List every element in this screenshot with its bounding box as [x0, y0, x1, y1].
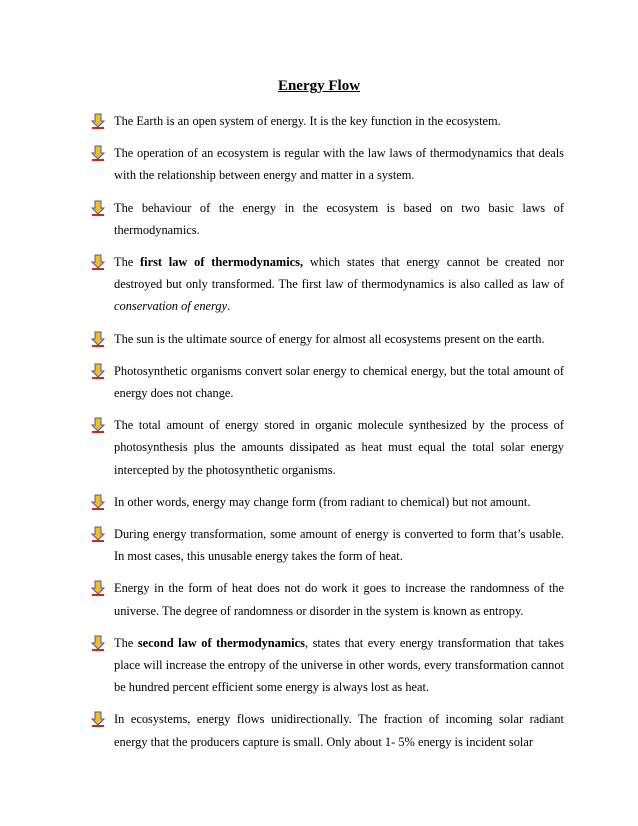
list-item [90, 708, 564, 752]
list-item [90, 110, 564, 132]
item-text: Energy in the form of heat does not do work it goes to increase the randomness of the universe. The degree of randomness or disorder in the system is known as entropy. [114, 581, 564, 618]
down-arrow-icon [90, 580, 106, 596]
down-arrow-icon [90, 363, 106, 379]
list-item [90, 577, 564, 621]
list-item [90, 632, 564, 699]
item-text-pre: The [114, 635, 138, 650]
item-text-post: , states that every energy transformation that takes place will increase the entropy of the universe in other words, every transformation cannot be hundred percent efficient some energy is always lost as heat. [114, 635, 564, 695]
item-text-pre: The [114, 255, 141, 270]
item-text: The total amount of energy stored in organic molecule synthesized by the process of photosynthesis plus the amounts dissipated as heat must equal the total solar energy intercepted by the photosynthetic organisms. [114, 418, 564, 477]
item-text: The sun is the ultimate source of energy for almost all ecosystems present on the earth. [114, 331, 545, 346]
item-text-italic: conservation of energy [114, 299, 228, 314]
item-text: The behaviour of the energy in the ecosystem is based on two basic laws of thermodynamics. [114, 200, 564, 237]
down-arrow-icon [90, 417, 106, 433]
item-text-bold: first law of thermodynamics, [140, 255, 304, 270]
item-text-bold: second law of thermodynamics [137, 635, 305, 650]
item-text-post: . [227, 299, 231, 314]
list-item [90, 523, 564, 567]
item-text: The Earth is an open system of energy. It is the key function in the ecosystem. [114, 114, 501, 128]
down-arrow-icon [90, 254, 106, 270]
down-arrow-icon [90, 494, 106, 510]
item-text: In ecosystems, energy flows unidirectionally. The fraction of incoming solar radiant energy that the producers capture is small. Only about 1- 5% energy is incident solar [114, 712, 564, 749]
list-item [90, 491, 564, 513]
list-item [90, 251, 564, 318]
list-item [90, 197, 564, 241]
down-arrow-icon [90, 635, 106, 651]
down-arrow-icon [90, 526, 106, 542]
list-item [90, 414, 564, 481]
list-item [90, 328, 564, 350]
down-arrow-icon [90, 711, 106, 727]
down-arrow-icon [90, 331, 106, 347]
item-text: During energy transformation, some amount of energy is converted to form that’s usable. In most cases, this unusable energy takes the form of heat. [114, 527, 564, 564]
down-arrow-icon [90, 113, 106, 129]
item-text: Photosynthetic organisms convert solar energy to chemical energy, but the total amount of energy does not change. [114, 363, 564, 401]
item-text-mid: which states that energy cannot be created nor destroyed but only transformed. The first law of thermodynamics is also called as law of [114, 255, 564, 292]
list-item [90, 360, 564, 404]
page-title: Energy Flow [277, 78, 361, 94]
bullet-list [90, 110, 564, 753]
item-text: In other words, energy may change form (from radiant to chemical) but not amount. [114, 494, 531, 509]
down-arrow-icon [90, 200, 106, 216]
list-item [90, 142, 564, 186]
item-text: The operation of an ecosystem is regular with the law laws of thermodynamics that deals with the relationship between energy and matter in a system. [114, 146, 564, 183]
down-arrow-icon [90, 145, 106, 161]
